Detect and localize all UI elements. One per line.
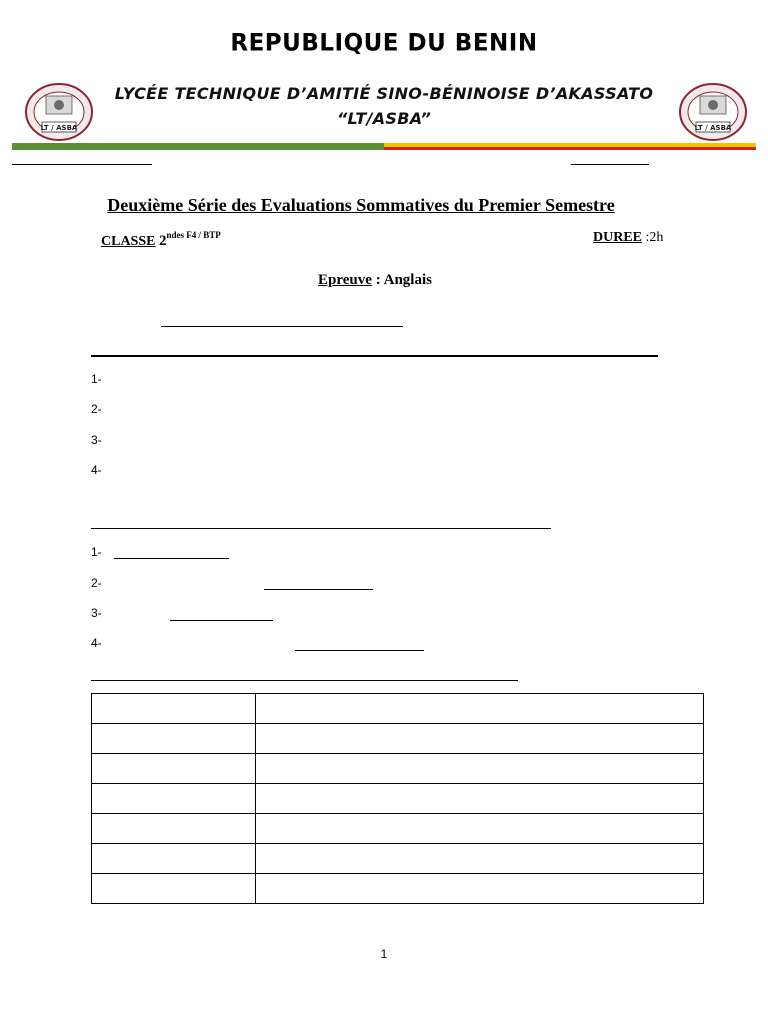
table-row <box>92 784 704 814</box>
subject-label: Epreuve <box>318 272 372 288</box>
table-cell[interactable] <box>256 814 704 844</box>
section2-heading-rule <box>91 528 551 529</box>
school-seal-right-icon <box>678 82 748 142</box>
table-cell[interactable] <box>256 724 704 754</box>
section1-item: 1- <box>91 372 102 386</box>
table-cell[interactable] <box>256 844 704 874</box>
class-number: 2 <box>158 233 167 249</box>
answer-blank[interactable] <box>295 650 424 651</box>
table-cell[interactable] <box>92 814 256 844</box>
table-cell[interactable] <box>92 724 256 754</box>
school-seal-left-icon <box>24 82 94 142</box>
exam-title: Deuxième Série des Evaluations Sommatives du Premier Semestre <box>107 195 615 215</box>
section2-item: 2- <box>91 576 102 590</box>
table-row <box>92 754 704 784</box>
section2-item: 4- <box>91 636 102 650</box>
duration-label: DUREE <box>593 230 643 245</box>
page-number: 1 <box>380 947 388 961</box>
answer-blank[interactable] <box>170 620 273 621</box>
table-row <box>92 874 704 904</box>
flag-band-red <box>384 147 756 150</box>
table-row <box>92 694 704 724</box>
table-cell[interactable] <box>256 784 704 814</box>
section2-item: 1- <box>91 545 102 559</box>
section1-item: 4- <box>91 463 102 477</box>
table-cell[interactable] <box>256 874 704 904</box>
seal-right-label: LT / ASBA <box>694 124 732 132</box>
class-info <box>101 230 221 250</box>
blank-heading-line <box>161 326 403 327</box>
header-rule-right <box>571 164 649 165</box>
duration-value: :2h <box>645 230 664 245</box>
answer-table <box>91 693 704 904</box>
table-row <box>92 814 704 844</box>
school-name: LYCÉE TECHNIQUE D’AMITIÉ SINO-BÉNINOISE D’AKASSATO <box>114 84 654 103</box>
section1-item: 2- <box>91 402 102 416</box>
table-cell[interactable] <box>92 874 256 904</box>
class-label: CLASSE <box>101 234 156 249</box>
table-cell[interactable] <box>256 694 704 724</box>
table-row <box>92 724 704 754</box>
class-suffix: ndes F4 / BTP <box>166 230 221 240</box>
section2-item: 3- <box>91 606 102 620</box>
table-row <box>92 844 704 874</box>
duration-info <box>593 230 663 246</box>
section1-heading-rule <box>91 355 658 357</box>
seal-left-label: LT / ASBA <box>40 124 78 132</box>
table-cell[interactable] <box>256 754 704 784</box>
table-cell[interactable] <box>92 784 256 814</box>
subject-value: : Anglais <box>375 272 432 288</box>
republic-title: REPUBLIQUE DU BENIN <box>230 29 538 57</box>
school-acronym: “LT/ASBA” <box>336 109 432 128</box>
subject-info <box>0 272 750 289</box>
table-cell[interactable] <box>92 754 256 784</box>
answer-blank[interactable] <box>114 558 229 559</box>
table-cell[interactable] <box>92 694 256 724</box>
section1-item: 3- <box>91 433 102 447</box>
flag-band-green <box>12 143 384 150</box>
header-rule-left <box>12 164 152 165</box>
section3-heading-rule <box>91 680 518 681</box>
table-cell[interactable] <box>92 844 256 874</box>
answer-blank[interactable] <box>264 589 373 590</box>
